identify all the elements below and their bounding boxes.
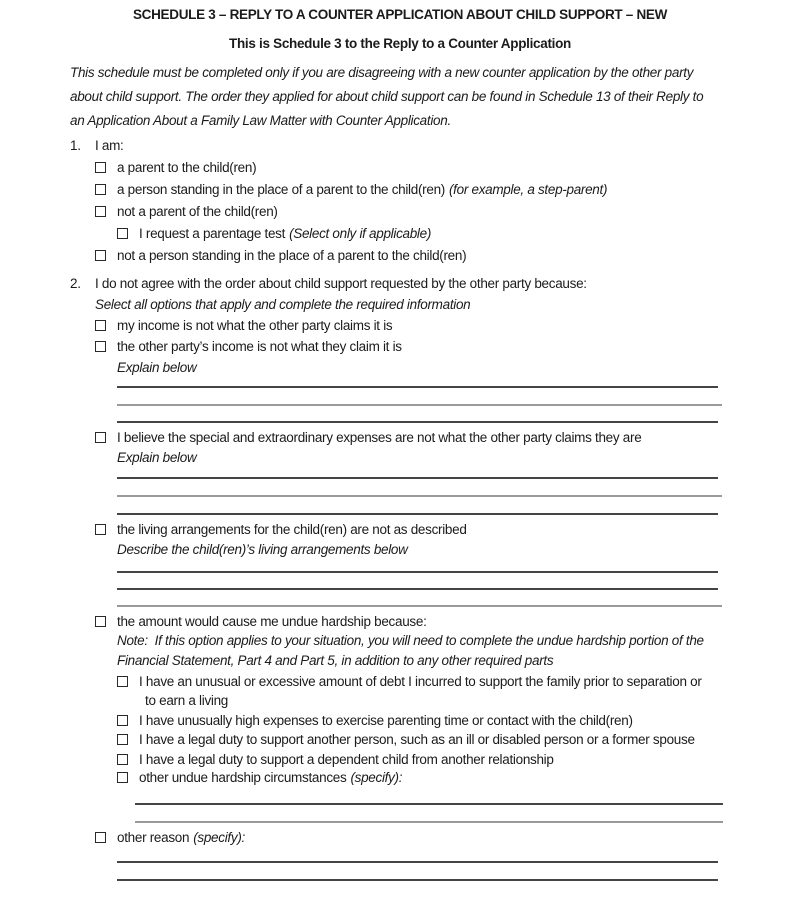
option-excessive-debt[interactable] <box>117 673 702 690</box>
option-parentage-test-label: I request a parentage test <box>139 226 286 241</box>
form-title: SCHEDULE 3 – REPLY TO A COUNTER APPLICATION ABOUT CHILD SUPPORT – NEW <box>132 7 668 22</box>
checkbox-place-of-parent[interactable] <box>95 184 106 195</box>
option-high-expenses[interactable] <box>117 712 633 729</box>
write-in-line[interactable] <box>117 571 718 573</box>
checkbox-not-parent[interactable] <box>95 206 106 217</box>
option-special-expenses-label: I believe the special and extraordinary expenses are not what the other party claims they are <box>117 430 642 445</box>
undue-hardship-note-line: Note: If this option applies to your situation, you will need to complete the undue hardship portion of the <box>117 633 704 648</box>
write-in-line[interactable] <box>117 861 718 863</box>
option-my-income-label: my income is not what the other party claims it is <box>117 318 393 333</box>
checkbox-living-arrangements[interactable] <box>95 524 106 535</box>
question-2-label: I do not agree with the order about child support requested by the other party because: <box>95 276 587 291</box>
option-place-of-parent-label: a person standing in the place of a parent to the child(ren) <box>117 182 445 197</box>
question-1-heading <box>70 137 124 154</box>
option-excessive-debt-label-wrap: to earn a living <box>145 693 229 708</box>
checkbox-parent[interactable] <box>95 162 106 173</box>
option-living-arrangements-label: the living arrangements for the child(ren) are not as described <box>117 522 467 537</box>
option-undue-hardship-label: the amount would cause me undue hardship because: <box>117 614 427 629</box>
option-place-of-parent-note: (for example, a step-parent) <box>448 182 608 197</box>
question-2-instruction: Select all options that apply and complete the required information <box>95 297 471 312</box>
option-place-of-parent[interactable] <box>95 181 607 198</box>
checkbox-not-place-of-parent[interactable] <box>95 250 106 261</box>
checkbox-excessive-debt[interactable] <box>117 676 128 687</box>
option-other-hardship-label: other undue hardship circumstances <box>139 770 347 785</box>
question-1-label: I am: <box>95 138 124 153</box>
checkbox-legal-duty-child[interactable] <box>117 754 128 765</box>
checkbox-parentage-test[interactable] <box>117 228 128 239</box>
write-in-line[interactable] <box>117 588 718 590</box>
write-in-line[interactable] <box>117 495 722 497</box>
explain-below-hint: Explain below <box>117 450 197 465</box>
option-legal-duty-child-label: I have a legal duty to support a dependent child from another relationship <box>139 752 554 767</box>
option-parent[interactable] <box>95 159 256 176</box>
option-parent-label: a parent to the child(ren) <box>117 160 257 175</box>
option-living-arrangements[interactable] <box>95 521 467 538</box>
option-other-hardship-specify: (specify): <box>350 770 403 785</box>
checkbox-other-reason[interactable] <box>95 832 106 843</box>
option-other-reason-label: other reason <box>117 830 190 845</box>
option-not-place-of-parent-label: not a person standing in the place of a parent to the child(ren) <box>117 248 467 263</box>
checkbox-legal-duty-person[interactable] <box>117 734 128 745</box>
option-undue-hardship[interactable] <box>95 613 427 630</box>
option-not-parent-label: not a parent of the child(ren) <box>117 204 278 219</box>
option-excessive-debt-label: I have an unusual or excessive amount of debt I incurred to support the family prior to separation or <box>139 674 702 689</box>
option-legal-duty-person-label: I have a legal duty to support another person, such as an ill or disabled person or a former spouse <box>139 732 695 747</box>
checkbox-high-expenses[interactable] <box>117 715 128 726</box>
explain-below-hint: Explain below <box>117 360 197 375</box>
write-in-line[interactable] <box>117 386 718 388</box>
write-in-line[interactable] <box>117 421 718 423</box>
checkbox-undue-hardship[interactable] <box>95 616 106 627</box>
option-other-reason-specify: (specify): <box>193 830 245 845</box>
write-in-line[interactable] <box>117 404 722 406</box>
write-in-line[interactable] <box>117 477 718 479</box>
checkbox-other-hardship[interactable] <box>117 772 128 783</box>
option-other-party-income[interactable] <box>95 338 402 355</box>
intro-paragraph-line: an Application About a Family Law Matter with Counter Application. <box>70 113 451 128</box>
intro-paragraph-line: about child support. The order they applied for about child support can be found in Schedule 13 of their Reply to <box>70 89 704 104</box>
question-2-heading <box>70 275 587 292</box>
question-1-number: 1. <box>70 138 81 153</box>
option-parentage-test-note: (Select only if applicable) <box>289 226 432 241</box>
option-special-expenses[interactable] <box>95 429 641 446</box>
checkbox-special-expenses[interactable] <box>95 432 106 443</box>
option-other-party-income-label: the other party’s income is not what they claim it is <box>117 339 402 354</box>
write-in-line[interactable] <box>117 605 722 607</box>
option-high-expenses-label: I have unusually high expenses to exercise parenting time or contact with the child(ren) <box>139 713 633 728</box>
undue-hardship-note-line: Financial Statement, Part 4 and Part 5, in addition to any other required parts <box>117 653 554 668</box>
option-legal-duty-person[interactable] <box>117 731 695 748</box>
option-not-parent[interactable] <box>95 203 278 220</box>
write-in-line[interactable] <box>135 821 723 823</box>
write-in-line[interactable] <box>117 513 718 515</box>
question-2-number: 2. <box>70 276 81 291</box>
option-parentage-test[interactable] <box>117 225 431 242</box>
write-in-line[interactable] <box>117 879 718 881</box>
option-other-hardship[interactable] <box>117 769 402 786</box>
option-other-reason[interactable] <box>95 829 245 846</box>
checkbox-my-income[interactable] <box>95 320 106 331</box>
write-in-line[interactable] <box>135 803 723 805</box>
form-subtitle: This is Schedule 3 to the Reply to a Counter Application <box>229 36 571 51</box>
intro-paragraph-line: This schedule must be completed only if you are disagreeing with a new counter application by the other party <box>70 65 694 80</box>
option-legal-duty-child[interactable] <box>117 751 554 768</box>
option-my-income[interactable] <box>95 317 392 334</box>
living-arrangements-hint: Describe the child(ren)’s living arrangements below <box>117 542 408 557</box>
checkbox-other-party-income[interactable] <box>95 341 106 352</box>
option-not-place-of-parent[interactable] <box>95 247 466 264</box>
